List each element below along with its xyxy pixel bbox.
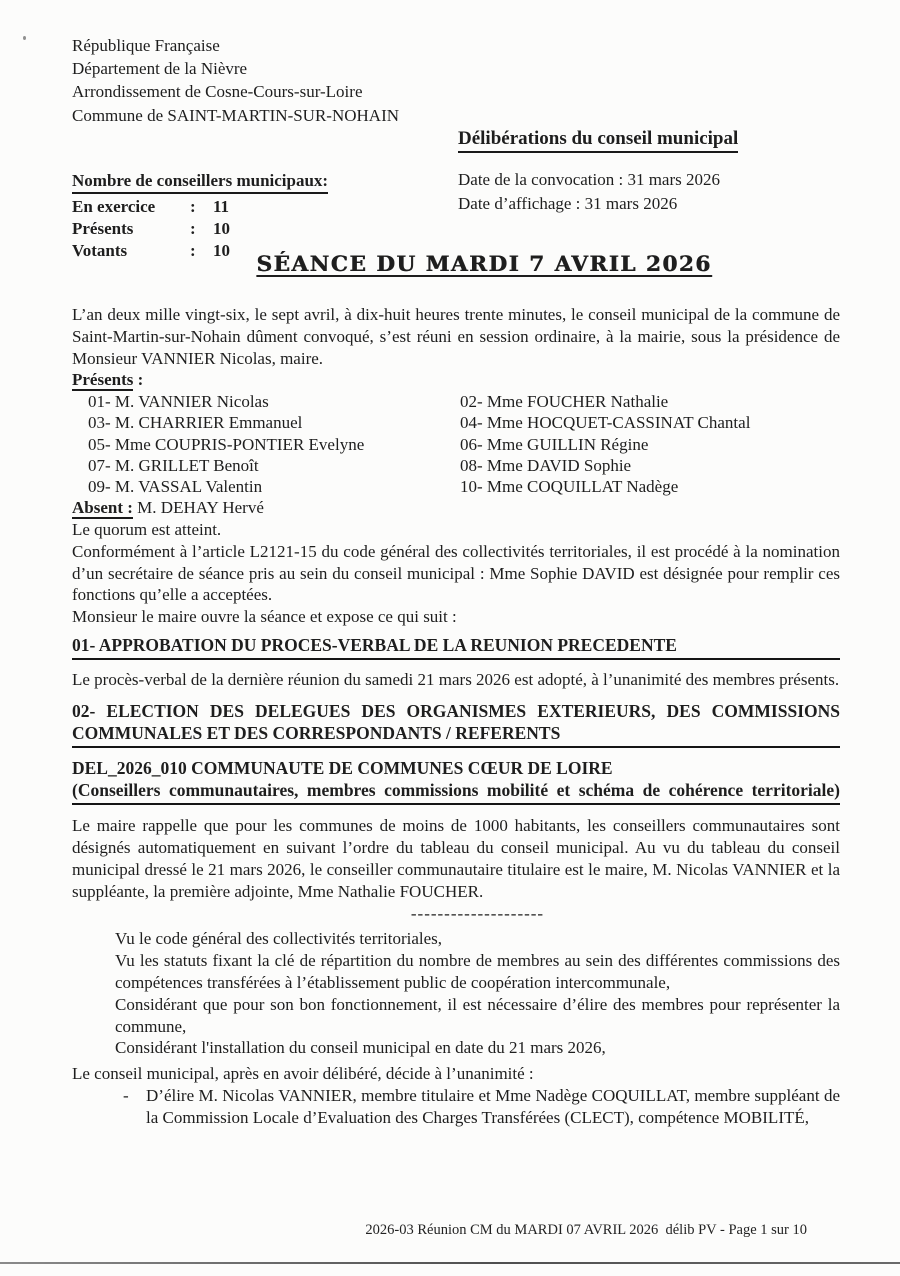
member-item: 08- Mme DAVID Sophie <box>460 455 632 475</box>
count-value: 10 <box>213 219 230 238</box>
count-value: 10 <box>213 241 230 260</box>
count-label: Présents <box>72 219 134 238</box>
members-row <box>72 391 840 412</box>
section-02-heading <box>72 701 840 749</box>
count-row-presents <box>72 218 328 240</box>
member-item: 05- Mme COUPRIS-PONTIER Evelyne <box>88 434 365 454</box>
member-item: 09- M. VASSAL Valentin <box>88 477 263 496</box>
absent-line <box>72 497 840 519</box>
header-line-departement: Département de la Nièvre <box>72 59 248 79</box>
dashed-separator: -------------------- <box>410 903 545 923</box>
section-01-body: Le procès-verbal de la dernière réunion du samedi 21 mars 2026 est adopté, à l’unanimité des membres présents. <box>72 669 840 689</box>
member-item: 04- Mme HOCQUET-CASSINAT Chantal <box>460 413 751 433</box>
intro-paragraph: L’an deux mille vingt-six, le sept avril, à dix-huit heures trente minutes, le conseil municipal de la commune de Saint-Martin-sur-Nohain dûment convoqué, s’est réuni en session ordinaire, à la mairie, sous la présidence de Monsieur VANNIER Nicolas, maire. <box>72 305 840 368</box>
document-title: Délibérations du conseil municipal <box>458 128 738 153</box>
members-row <box>72 434 840 455</box>
members-row <box>72 455 840 476</box>
councillors-count-title: Nombre de conseillers municipaux: <box>72 170 328 194</box>
page-footer: 2026-03 Réunion CM du MARDI 07 AVRIL 2026 délib PV - Page 1 sur 10 <box>365 1222 807 1238</box>
convocation-date-line: Date de la convocation : 31 mars 2026 <box>458 170 721 189</box>
count-row-en-exercice <box>72 196 328 218</box>
count-separator: : <box>190 197 196 216</box>
quorum-line: Le quorum est atteint. <box>72 520 222 539</box>
decision-item-text: D’élire M. Nicolas VANNIER, membre titulaire et Mme Nadège COQUILLAT, membre suppléant de la Commission Locale d’Evaluation des Charges Transférées (CLECT), compétence MOBILITÉ, <box>146 1085 840 1127</box>
scan-speck <box>23 36 26 40</box>
recital-line: Considérant que pour son bon fonctionnement, il est nécessaire d’élire des membres pour représenter la commune, <box>115 994 840 1036</box>
bullet-dash: - <box>123 1085 129 1105</box>
dates-block <box>458 168 720 215</box>
recital-line: Considérant l'installation du conseil municipal en date du 21 mars 2026, <box>115 1038 606 1058</box>
recitals-block <box>115 928 840 1059</box>
secretary-paragraph: Conformément à l’article L2121-15 du code général des collectivités territoriales, il est procédé à la nomination d’un secrétaire de séance pris au sein du conseil municipal : Mme Sophie DAVID est désignée pour remplir ces fonctions qu’elle a acceptées. <box>72 541 840 605</box>
presents-heading <box>72 369 840 391</box>
members-row <box>72 476 840 497</box>
deliberation-heading <box>72 757 840 805</box>
commune-header-block <box>72 34 399 127</box>
decision-item <box>123 1085 840 1129</box>
presents-label: Présents <box>72 370 134 390</box>
member-item: 07- M. GRILLET Benoît <box>88 455 259 475</box>
deliberation-subtitle: (Conseillers communautaires, membres commissions mobilité et schéma de cohérence territoriale) <box>72 779 840 805</box>
header-line-arrondissement: Arrondissement de Cosne-Cours-sur-Loire <box>72 82 363 102</box>
count-separator: : <box>190 219 196 238</box>
absent-value: M. DEHAY Hervé <box>132 498 264 518</box>
header-line-republique: République Française <box>72 36 220 55</box>
section-02-line1: 02- ELECTION DES DELEGUES DES ORGANISMES EXTERIEURS, DES COMMISSIONS <box>72 700 840 721</box>
recital-line: Vu les statuts fixant la clé de répartition du nombre de membres au sein des différentes commissions des compétences transférées à l’établissement public de coopération intercommunale, <box>115 951 840 992</box>
count-separator: : <box>190 241 196 260</box>
decision-intro: Le conseil municipal, après en avoir délibéré, décide à l’unanimité : <box>72 1064 534 1084</box>
scan-bottom-edge-line <box>0 1262 900 1264</box>
section-02-line2: COMMUNALES ET DES CORRESPONDANTS / REFERENTS <box>72 722 561 743</box>
presents-colon: : <box>133 370 144 390</box>
member-item: 10- Mme COQUILLAT Nadège <box>460 477 679 496</box>
count-label: Votants <box>72 241 128 260</box>
affichage-date-line: Date d’affichage : 31 mars 2026 <box>458 193 678 213</box>
members-row <box>72 412 840 433</box>
section-01-heading: 01- APPROBATION DU PROCES-VERBAL DE LA REUNION PRECEDENTE <box>72 634 840 660</box>
member-item: 06- Mme GUILLIN Régine <box>460 434 649 454</box>
opening-line: Monsieur le maire ouvre la séance et expose ce qui suit : <box>72 607 457 627</box>
councillors-count-block <box>72 170 328 262</box>
count-label: En exercice <box>72 197 156 216</box>
document-body <box>72 304 840 1129</box>
members-list <box>72 391 840 497</box>
deliberation-number-title: DEL_2026_010 COMMUNAUTE DE COMMUNES CŒUR DE LOIRE <box>72 758 613 779</box>
member-item: 02- Mme FOUCHER Nathalie <box>460 392 669 412</box>
count-value: 11 <box>213 197 230 216</box>
member-item: 01- M. VANNIER Nicolas <box>88 392 269 412</box>
recital-line: Vu le code général des collectivités territoriales, <box>115 929 443 949</box>
header-line-commune: Commune de SAINT-MARTIN-SUR-NOHAIN <box>72 105 400 125</box>
deliberation-body: Le maire rappelle que pour les communes de moins de 1000 habitants, les conseillers communautaires sont désignés automatiquement en suivant l’ordre du tableau du conseil municipal. Au vu du tableau du conseil municipal dressé le 21 mars 2026, le conseiller communautaire titulaire est le maire, M. Nicolas VANNIER et la suppléante, la première adjointe, Mme Nathalie FOUCHER. <box>72 816 840 901</box>
member-item: 03- M. CHARRIER Emmanuel <box>88 413 303 433</box>
session-title: SÉANCE DU MARDI 7 AVRIL 2026 <box>256 252 712 277</box>
absent-label: Absent : <box>72 498 133 518</box>
